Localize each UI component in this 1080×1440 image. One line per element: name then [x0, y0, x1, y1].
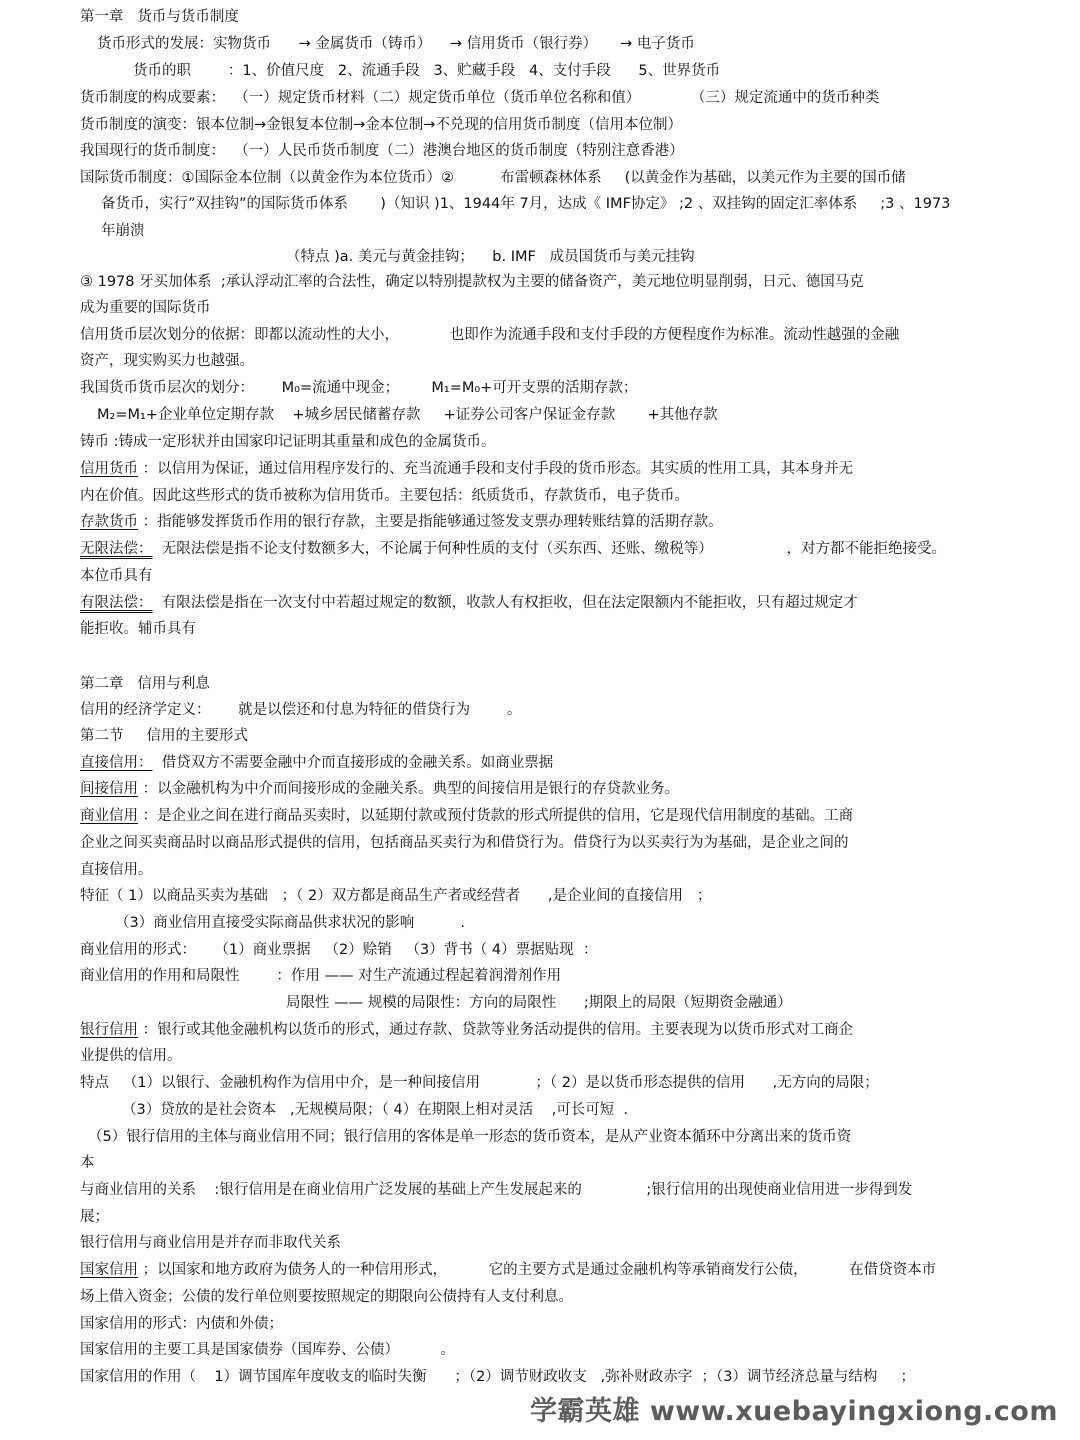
paragraph: 信用的经济学定义： 就是以偿还和付息为特征的借贷行为 。	[80, 702, 522, 718]
paragraph: 国家信用 ；以国家和地方政府为债务人的一种信用形式， 它的主要方式是通过金融机构等承销商发行公债， 在借贷资本市	[80, 1262, 937, 1278]
paragraph: 直接信用。	[80, 862, 153, 878]
term-label: 存款货币	[80, 514, 138, 530]
paragraph: 展；	[80, 1209, 109, 1225]
paragraph: 货币制度的演变：银本位制→金银复本位制→金本位制→不兑现的信用货币制度（信用本位制）	[80, 117, 682, 133]
paragraph: （3）商业信用直接受实际商品供求状况的影响 .	[115, 915, 465, 931]
term-label: 银行信用	[80, 1022, 138, 1038]
paragraph: 国际货币制度：①国际金本位制（以黄金作为本位货币）② 布雷顿森林体系 (以黄金作为基础，以美元作为主要的国币储	[80, 170, 906, 186]
paragraph: 场上借入资金；公债的发行单位则要按照规定的期限向公债持有人支付利息。	[80, 1289, 573, 1305]
paragraph: 特征（ 1）以商品买卖为基础 ；（ 2）双方都是商品生产者或经营者 ,是企业间的直接信用 ；	[80, 888, 712, 904]
paragraph: 本位币具有	[80, 568, 153, 584]
paragraph: 资产，现实购买力也越强。	[80, 353, 254, 369]
paragraph: 信用货币层次划分的依据：即都以流动性的大小， 也即作为流通手段和支付手段的方便程度作为标准。流动性越强的金融	[80, 327, 900, 343]
paragraph: 铸币 :铸成一定形状并由国家印记证明其重量和成色的金属货币。	[80, 434, 496, 450]
paragraph: 存款货币 ：指能够发挥货币作用的银行存款，主要是指能够通过签发支票办理转账结算的活期存款。	[80, 514, 723, 530]
paragraph: 企业之间买卖商品时以商品形式提供的信用，包括商品买卖行为和借贷行为。借贷行为以买卖行为为基础，是企业之间的	[80, 835, 849, 851]
paragraph: ③ 1978 牙买加体系 ;承认浮动汇率的合法性，确定以特别提款权为主要的储备资产，美元地位明显削弱，日元、德国马克	[80, 274, 864, 290]
paragraph: 银行信用与商业信用是并存而非取代关系	[80, 1235, 341, 1251]
paragraph: 年崩溃	[101, 223, 145, 239]
paragraph: （3）贷放的是社会资本 ,无规模局限；（ 4）在期限上相对灵活 ,可长可短 .	[122, 1102, 629, 1118]
paragraph: 货币制度的构成要素： （一）规定货币材料（二）规定货币单位（货币单位名称和值） （三）规定流通中的货币种类	[80, 90, 880, 106]
paragraph: 我国现行的货币制度： （一）人民币货币制度（二）港澳台地区的货币制度（特别注意香港）	[80, 143, 684, 159]
paragraph: 商业信用 ：是企业之间在进行商品买卖时，以延期付款或预付货款的形式所提供的信用，它是现代信用制度的基础。工商	[80, 808, 854, 824]
paragraph: 特点 （1）以银行、金融机构作为信用中介，是一种间接信用 ；（ 2）是以货币形态提供的信用 ,无方向的局限；	[80, 1075, 879, 1091]
paragraph: 货币形式的发展：实物货币 → 金属货币（铸币） → 信用货币（银行券） → 电子货币	[97, 36, 695, 52]
watermark: 学霸英雄 www.xuebayingxiong.com	[529, 1396, 1058, 1427]
paragraph: 直接信用： 借贷双方不需要金融中介而直接形成的金融关系。如商业票据	[80, 755, 554, 771]
term-label: 无限法偿：	[80, 541, 153, 557]
paragraph: 商业信用的作用和局限性 ：作用 —— 对生产流通过程起着润滑剂作用	[80, 968, 562, 984]
paragraph: 与商业信用的关系 :银行信用是在商业信用广泛发展的基础上产生发展起来的 ;银行信用的出现使商业信用进一步得到发	[80, 1182, 913, 1198]
paragraph: 信用货币 ：以信用为保证，通过信用程序发行的、充当流通手段和支付手段的货币形态。其实质的性用工具，其本身并无	[80, 461, 854, 477]
paragraph: 商业信用的形式： （1）商业票据 （2）赊销 （3）背书（ 4）票据贴现 ：	[80, 942, 598, 958]
paragraph: 无限法偿： 无限法偿是指不论支付数额多大，不论属于何种性质的支付（买东西、还账、缴税等） ，对方都不能拒绝接受。	[80, 541, 946, 557]
paragraph: 本	[80, 1155, 95, 1171]
paragraph: 国家信用的作用（ 1）调节国库年度收支的临时失衡 ；（2）调节财政收支 ,弥补财政赤字 ；（3）调节经济总量与结构 ；	[80, 1369, 915, 1385]
paragraph: 银行信用 ：银行或其他金融机构以货币的形式，通过存款、贷款等业务活动提供的信用。主要表现为以货币形式对工商企	[80, 1022, 854, 1038]
paragraph: 能拒收。辅币具有	[80, 621, 196, 637]
paragraph: 国家信用的形式：内债和外债；	[80, 1316, 283, 1332]
paragraph: 内在价值。因此这些形式的货币被称为信用货币。主要包括：纸质货币，存款货币，电子货币。	[80, 488, 689, 504]
term-label: 有限法偿：	[80, 595, 153, 611]
paragraph: 有限法偿： 有限法偿是指在一次支付中若超过规定的数额，收款人有权拒收，但在法定限额内不能拒收，只有超过规定才	[80, 595, 858, 611]
paragraph: 备货币，实行”双挂钩”的国际货币体系 )（知识 )1、1944年 7月，达成《 IMF协定》 ;2 、双挂钩的固定汇率体系 ;3 、1973	[101, 196, 951, 212]
term-label: 信用货币	[80, 461, 138, 477]
chapter-1-title: 第一章 货币与货币制度	[80, 9, 239, 25]
paragraph: 我国货币货币层次的划分： M₀=流通中现金； M₁=M₀+可开支票的活期存款；	[80, 380, 638, 396]
paragraph: M₂=M₁+企业单位定期存款 +城乡居民储蓄存款 +证券公司客户保证金存款 +其他存款	[97, 407, 718, 423]
chapter-2-title: 第二章 信用与利息	[80, 676, 210, 692]
paragraph: 国家信用的主要工具是国家债券（国库券、公债） 。	[80, 1342, 455, 1358]
term-label: 国家信用	[80, 1262, 138, 1278]
section-title: 第二节 信用的主要形式	[80, 728, 249, 744]
paragraph: 成为重要的国际货币	[80, 300, 211, 316]
paragraph: 局限性 —— 规模的局限性：方向的局限性 ;期限上的局限（短期资金融通）	[286, 995, 792, 1011]
paragraph: 业提供的信用。	[80, 1048, 182, 1064]
term-label: 商业信用	[80, 808, 138, 824]
term-label: 间接信用	[80, 781, 138, 797]
paragraph: （5）银行信用的主体与商业信用不同；银行信用的客体是单一形态的货币资本，是从产业资本循环中分离出来的货币资	[88, 1129, 852, 1145]
paragraph: 间接信用 ：以金融机构为中介而间接形成的金融关系。典型的间接信用是银行的存贷款业务。	[80, 781, 680, 797]
term-label: 直接信用：	[80, 755, 153, 771]
paragraph: （特点 )a. 美元与黄金挂钩； b. IMF 成员国货币与美元挂钩	[286, 249, 695, 265]
paragraph: 货币的职 ：1、价值尺度 2、流通手段 3、贮藏手段 4、支付手段 5、世界货币	[133, 63, 721, 79]
